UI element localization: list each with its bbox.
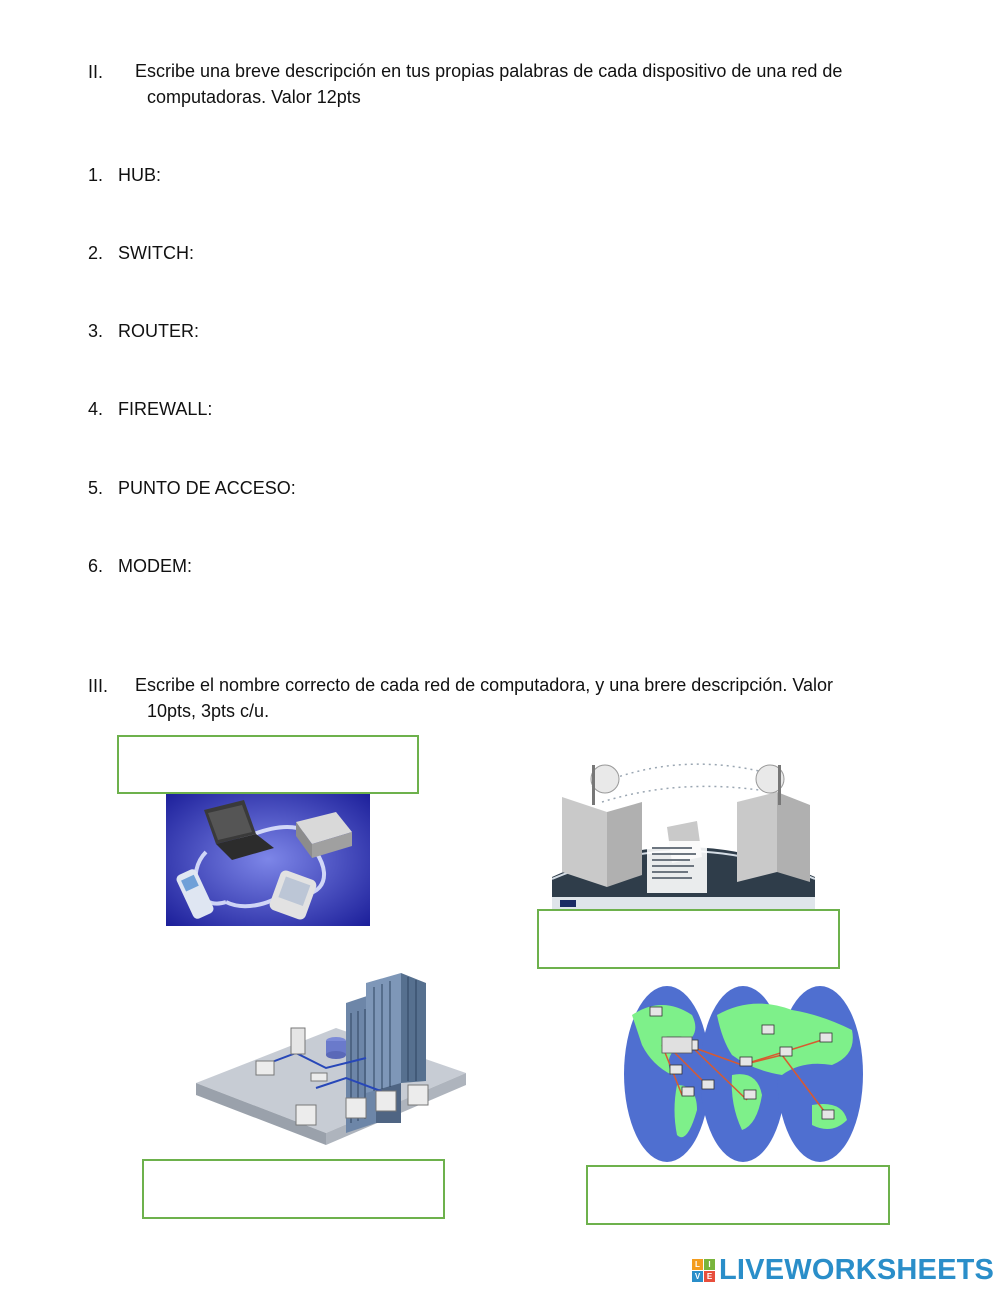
section-3-instruction-line2: 10pts, 3pts c/u.	[147, 701, 270, 721]
list-item-router	[88, 321, 199, 342]
logo-tiles-icon	[692, 1259, 715, 1282]
logo-tile: V	[692, 1271, 703, 1282]
item-number: 2.	[88, 243, 104, 263]
server-icon	[291, 1028, 305, 1054]
section-2-instruction-line2: computadoras. Valor 12pts	[147, 87, 361, 107]
item-label: PUNTO DE ACCESO:	[118, 478, 296, 498]
section-2-instruction-line1: Escribe una breve descripción en tus propias palabras de cada dispositivo de una red de	[135, 61, 843, 81]
pan-devices-illustration	[166, 792, 370, 926]
section-2-number: II.	[88, 62, 104, 82]
list-item-punto-de-acceso	[88, 478, 296, 499]
list-item-hub	[88, 165, 161, 186]
logo-tile: E	[704, 1271, 715, 1282]
list-item-switch	[88, 243, 194, 264]
answer-box-4[interactable]	[586, 1165, 890, 1225]
item-label: SWITCH:	[118, 243, 194, 263]
logo-text: LIVEWORKSHEETS	[719, 1253, 995, 1286]
wan-world-map-illustration	[622, 985, 865, 1163]
answer-box-1[interactable]	[117, 735, 419, 794]
logo-tile: L	[692, 1259, 703, 1270]
item-number: 3.	[88, 321, 104, 341]
item-label: MODEM:	[118, 556, 192, 576]
item-label: HUB:	[118, 165, 162, 185]
answer-box-3[interactable]	[142, 1159, 445, 1219]
item-number: 1.	[88, 165, 104, 185]
item-number: 6.	[88, 556, 104, 576]
section-3-number: III.	[88, 676, 109, 696]
liveworksheets-logo	[692, 1253, 994, 1287]
wireless-link-illustration	[552, 757, 815, 910]
answer-box-2[interactable]	[537, 909, 840, 969]
list-item-modem	[88, 556, 192, 577]
item-number: 5.	[88, 478, 104, 498]
database-icon	[326, 1037, 346, 1059]
section-3-instruction-line1: Escribe el nombre correcto de cada red de computadora, y una brere descripción. Valor	[135, 675, 834, 695]
item-label: ROUTER:	[118, 321, 199, 341]
lan-building-illustration	[196, 973, 466, 1161]
item-number: 4.	[88, 399, 104, 419]
logo-tile: I	[704, 1259, 715, 1270]
list-item-firewall	[88, 399, 212, 420]
item-label: FIREWALL:	[118, 399, 213, 419]
